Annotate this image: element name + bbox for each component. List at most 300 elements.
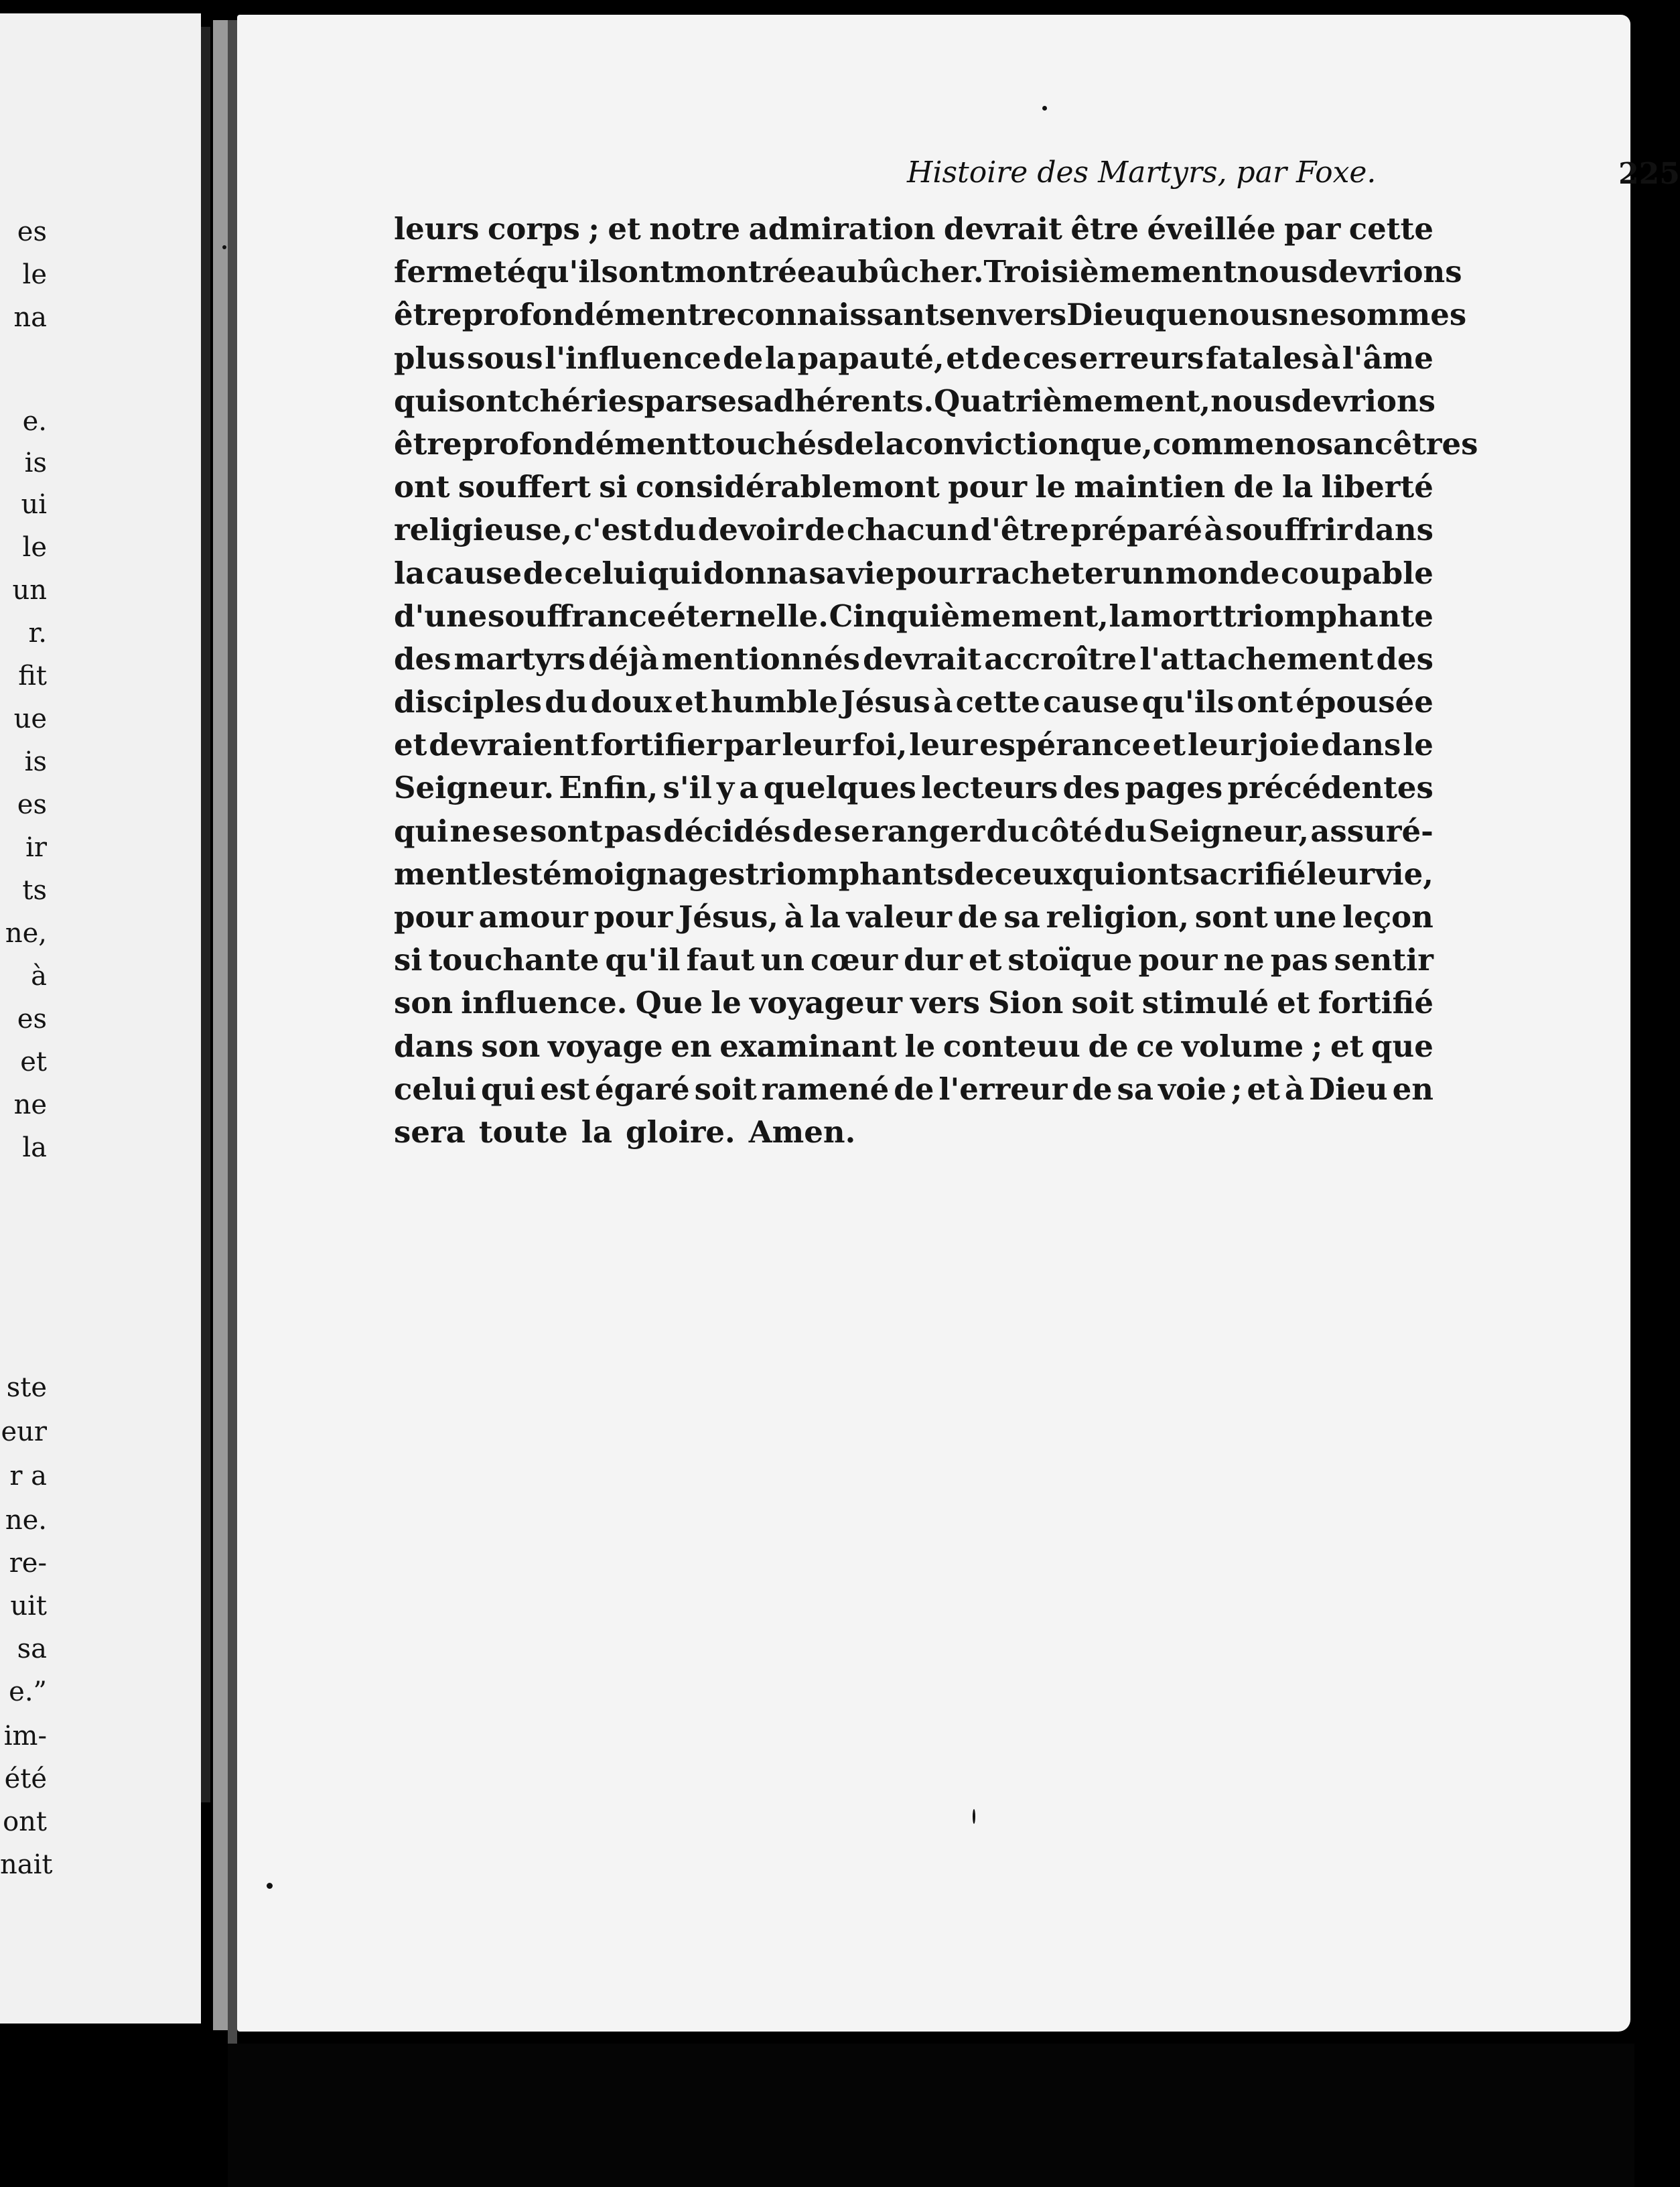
word: vers (910, 985, 980, 1021)
word: de (981, 340, 1022, 376)
left-page-text-fragment: im- (3, 1721, 47, 1751)
word: leur (909, 727, 978, 763)
word: pour (948, 469, 1028, 505)
text-line (394, 896, 1433, 939)
word: se (492, 813, 529, 849)
word: son (481, 1028, 541, 1064)
ink-speck (267, 1883, 273, 1889)
word: religieuse, (394, 512, 573, 548)
word: a (739, 770, 759, 806)
word: de (894, 1071, 934, 1107)
word: si (394, 942, 423, 978)
word: toute (478, 1114, 568, 1150)
word: la (1109, 598, 1140, 634)
word: reconnaissants (701, 297, 956, 333)
word: fortifier (590, 727, 722, 763)
word: leur (1187, 727, 1257, 763)
word: épousée (1296, 684, 1433, 720)
word: maintien (1074, 469, 1226, 505)
word: cette (1348, 211, 1433, 247)
word: d'être (970, 512, 1069, 548)
left-page-text-fragment: is (24, 448, 47, 478)
word: Cinquièmement, (829, 598, 1109, 634)
word: envers (956, 297, 1067, 333)
word: et (968, 942, 1002, 978)
word: qui (1072, 856, 1127, 892)
left-page-text-fragment: uit (10, 1591, 47, 1621)
word: doux (590, 684, 672, 720)
page-number: 225 (1618, 157, 1680, 191)
word: monde (1165, 555, 1280, 591)
word: devoir (697, 512, 803, 548)
word: leurs (394, 211, 480, 247)
left-page-text-fragment: nait (0, 1849, 53, 1880)
word: devraient (429, 727, 589, 763)
text-line (394, 509, 1433, 551)
word: leur (1306, 856, 1375, 892)
word: ce (1136, 1028, 1174, 1064)
left-page-text-fragment: ont (3, 1806, 47, 1837)
word: foi, (852, 727, 908, 763)
word: ceux (994, 856, 1072, 892)
text-line (394, 1025, 1433, 1068)
word: cause (1043, 684, 1139, 720)
body-text (394, 208, 1478, 1154)
word: racheter (975, 555, 1120, 591)
word: Enfin, (559, 770, 658, 806)
word: voyage (548, 1028, 663, 1064)
text-line (394, 767, 1433, 809)
word: décidés (663, 813, 791, 849)
word: bûcher. (857, 254, 984, 290)
word: profondément (462, 425, 701, 462)
word: gloire. (626, 1114, 736, 1150)
left-page-text-fragment: es (17, 789, 47, 820)
word: le (1403, 727, 1433, 763)
word: dans (394, 1028, 474, 1064)
word: qui (394, 383, 449, 419)
word: y (717, 770, 735, 806)
word: en (671, 1028, 712, 1064)
word: par (723, 727, 780, 763)
word: sont (530, 813, 603, 849)
word: Amen. (748, 1114, 856, 1150)
word: ranger (871, 813, 985, 849)
word: être (394, 297, 462, 333)
word: et (1152, 727, 1186, 763)
word: de (792, 813, 833, 849)
text-line (394, 853, 1433, 896)
word: volume (1181, 1028, 1304, 1064)
word: s'il (662, 770, 712, 806)
text-line (394, 552, 1433, 595)
word: souffert (458, 469, 591, 505)
word: religion, (1046, 899, 1190, 935)
running-head: Histoire des Martyrs, par Foxe. (907, 155, 1377, 190)
word: la (1281, 469, 1314, 505)
text-line (394, 466, 1433, 509)
word: sacrifié (1182, 856, 1306, 892)
word: du (986, 813, 1030, 849)
word: Que (635, 985, 703, 1021)
word: précédentes (1227, 770, 1433, 806)
word: sentir (1334, 942, 1433, 978)
word: soit (1071, 985, 1134, 1021)
word: qu'ils (1141, 684, 1235, 720)
word: qui (647, 555, 703, 591)
word: profondément (462, 297, 701, 333)
text-line (394, 337, 1433, 380)
text-line (394, 423, 1478, 466)
left-page-text-fragment: ne. (5, 1505, 47, 1536)
left-page-text-fragment: r. (28, 618, 47, 649)
word: qui (394, 813, 449, 849)
word: l'attachement (1139, 641, 1374, 677)
word: touchante (428, 942, 600, 978)
word: sa (1003, 899, 1040, 935)
word: erreurs (1078, 340, 1204, 376)
word: en (1392, 1071, 1433, 1107)
left-page-text-fragment: ir (25, 832, 47, 863)
word: accroître (984, 641, 1137, 677)
text-line (394, 939, 1433, 982)
word: devrait (943, 211, 1062, 247)
word: nos (1274, 425, 1334, 462)
word: du (545, 684, 588, 720)
word: pas (1270, 942, 1328, 978)
word: être (394, 425, 462, 462)
gutter-shadow (201, 27, 210, 1802)
word: éveillée (1147, 211, 1276, 247)
word: Jésus (841, 684, 930, 720)
word: une (1273, 899, 1337, 935)
word: côté (1030, 813, 1103, 849)
word: soit (694, 1071, 757, 1107)
word: nous (1237, 254, 1318, 290)
word: un (1120, 555, 1165, 591)
word: et (394, 727, 427, 763)
word: amour (478, 899, 588, 935)
word: celui (394, 1071, 476, 1107)
word: leur (782, 727, 851, 763)
ink-speck (1042, 106, 1047, 111)
word: triomphante (1222, 598, 1433, 634)
word: de (833, 425, 874, 462)
left-page-text-fragment: is (24, 746, 47, 777)
text-line (394, 208, 1433, 251)
left-page-text-fragment: le (22, 259, 47, 290)
word: espérance (979, 727, 1151, 763)
word: la (394, 555, 425, 591)
word: considérablemont (636, 469, 940, 505)
word: nous (1210, 383, 1291, 419)
word: et (1277, 985, 1310, 1021)
word: ont (394, 469, 450, 505)
word: Troisièmement (983, 254, 1237, 290)
word: à (784, 899, 804, 935)
word: ; (1231, 1071, 1243, 1107)
word: joie (1257, 727, 1320, 763)
word: sa (809, 555, 845, 591)
word: disciples (394, 684, 542, 720)
word: humble (710, 684, 839, 720)
left-page-text-fragment: na (13, 302, 47, 333)
word: chéries (521, 383, 644, 419)
word: cette (955, 684, 1040, 720)
word: ne (449, 813, 491, 849)
word: examinant (719, 1028, 897, 1064)
word: devrions (1291, 383, 1436, 419)
word: par (644, 383, 701, 419)
word: se (833, 813, 870, 849)
left-page-text-fragment: été (4, 1764, 47, 1794)
scan-bottom-border (228, 2044, 1634, 2187)
word: dans (1321, 727, 1401, 763)
left-page-text-fragment: fit (18, 661, 47, 691)
word: ; (1311, 1028, 1323, 1064)
word: de (957, 899, 998, 935)
word: de (1233, 469, 1274, 505)
gutter-edge (228, 20, 237, 2050)
word: dans (1354, 512, 1433, 548)
word: vie (846, 555, 895, 591)
text-line (394, 251, 1462, 293)
left-page-text-fragment: ste (6, 1372, 47, 1403)
word: l'erreur (938, 1071, 1068, 1107)
word: sont (1194, 899, 1268, 935)
left-page-text-fragment: e.” (9, 1676, 47, 1707)
word: des (1062, 770, 1120, 806)
word: celui (564, 555, 647, 591)
word: et (946, 340, 979, 376)
word: son (394, 985, 453, 1021)
text-line (394, 724, 1433, 767)
word: à (1204, 512, 1224, 548)
word: ancêtres (1333, 425, 1478, 462)
word: de (1072, 1071, 1113, 1107)
word: et (1247, 1071, 1280, 1107)
left-page-text-fragment: es (17, 1004, 47, 1035)
word: c'est (573, 512, 652, 548)
word: ne (1288, 297, 1330, 333)
word: influence. (461, 985, 628, 1021)
word: un (760, 942, 804, 978)
word: au (816, 254, 858, 290)
word: la (809, 899, 841, 935)
word: la (581, 1114, 613, 1150)
text-line (394, 1111, 1433, 1154)
word: qu'ils (526, 254, 618, 290)
word: fatales (1205, 340, 1320, 376)
left-page-text-fragment: un (12, 575, 47, 606)
word: chacun (847, 512, 969, 548)
word: valeur (846, 899, 952, 935)
word: lecteurs (921, 770, 1058, 806)
word: ses (701, 383, 754, 419)
word: sommes (1329, 297, 1467, 333)
word: pour (1138, 942, 1218, 978)
left-page-text-fragment: ui (21, 489, 47, 520)
word: de (804, 512, 845, 548)
word: Seigneur, (1148, 813, 1310, 849)
gutter-fold (213, 20, 228, 2030)
word: faut (686, 942, 755, 978)
word: du (653, 512, 697, 548)
word: à (1320, 340, 1341, 376)
word: témoignages (529, 856, 746, 892)
word: triomphants (745, 856, 954, 892)
word: papauté, (797, 340, 944, 376)
word: est (540, 1071, 590, 1107)
word: vie, (1375, 856, 1433, 892)
word: du (1103, 813, 1147, 849)
word: égaré (594, 1071, 690, 1107)
word: adhérents. (754, 383, 934, 419)
left-page-text-fragment: ne, (5, 918, 47, 949)
word: devrait (863, 641, 982, 677)
word: préparé (1070, 512, 1202, 548)
word: ; (588, 211, 600, 247)
ink-speck (222, 245, 226, 249)
word: leçon (1342, 899, 1433, 935)
word: que (1145, 297, 1208, 333)
left-page-text-fragment: ue (13, 704, 47, 734)
word: à (933, 684, 953, 720)
text-line (394, 982, 1433, 1024)
text-line (394, 595, 1433, 638)
word: corps (487, 211, 580, 247)
word: comme (1152, 425, 1275, 462)
word: et (608, 211, 641, 247)
word: donna (703, 555, 808, 591)
word: conteuu (942, 1028, 1080, 1064)
left-page-text-fragment: sa (17, 1634, 47, 1664)
word: devrions (1318, 254, 1462, 290)
word: stoïque (1007, 942, 1133, 978)
word: sa (1117, 1071, 1153, 1107)
word: ont (1237, 684, 1293, 720)
word: ne (1223, 942, 1265, 978)
left-page-text-fragment: es (17, 216, 47, 247)
word: sous (467, 340, 543, 376)
word: mentionnés (661, 641, 860, 677)
word: et (675, 684, 708, 720)
word: Sion (988, 985, 1064, 1021)
word: montrée (674, 254, 817, 290)
left-page-text-fragment: r a (9, 1461, 47, 1492)
word: des (1376, 641, 1433, 677)
left-page-text-fragment: le (22, 532, 47, 563)
word: les (481, 856, 529, 892)
word: voie (1158, 1071, 1227, 1107)
word: coupable (1280, 555, 1433, 591)
word: Quatrièmement, (934, 383, 1211, 419)
word: quelques (763, 770, 916, 806)
left-page-text-fragment: ne (13, 1089, 47, 1120)
left-page-text-fragment: re- (9, 1548, 47, 1579)
word: si (599, 469, 628, 505)
left-page-text-fragment: e. (22, 406, 47, 437)
word: fortifié (1318, 985, 1433, 1021)
word: ces (1022, 340, 1078, 376)
text-line (394, 1068, 1433, 1111)
word: ramené (761, 1071, 890, 1107)
word: ont (1126, 856, 1183, 892)
word: pas (604, 813, 662, 849)
word: cause (425, 555, 522, 591)
word: sera (394, 1114, 466, 1150)
left-page-fragment (0, 13, 201, 2024)
text-line (394, 293, 1467, 336)
left-page-text-fragment: à (31, 961, 47, 992)
word: le (711, 985, 742, 1021)
word: admiration (748, 211, 936, 247)
word: de (522, 555, 563, 591)
word: Jésus, (679, 899, 779, 935)
word: de (723, 340, 764, 376)
word: qui (480, 1071, 536, 1107)
text-line (394, 380, 1436, 423)
word: nous (1207, 297, 1289, 333)
word: Dieu (1309, 1071, 1388, 1107)
word: notre (649, 211, 741, 247)
word: dur (904, 942, 963, 978)
text-line (394, 810, 1433, 853)
word: souffrance (488, 598, 667, 634)
word: le (904, 1028, 936, 1064)
word: ont (618, 254, 675, 290)
word: liberté (1321, 469, 1433, 505)
word: pour (896, 555, 975, 591)
word: par (1283, 211, 1341, 247)
text-line (394, 638, 1433, 681)
word: pour (394, 899, 473, 935)
word: le (1035, 469, 1066, 505)
word: cœur (811, 942, 898, 978)
left-page-text-fragment: la (22, 1132, 47, 1163)
word: de (954, 856, 995, 892)
word: l'âme (1342, 340, 1433, 376)
word: fermeté (394, 254, 527, 290)
word: stimulé (1141, 985, 1269, 1021)
word: que, (1080, 425, 1153, 462)
text-line (394, 681, 1433, 724)
word: déjà (588, 641, 659, 677)
word: Dieu (1066, 297, 1145, 333)
word: sont (448, 383, 522, 419)
word: plus (394, 340, 466, 376)
word: que (1371, 1028, 1433, 1064)
word: pour (593, 899, 673, 935)
left-page-text-fragment: eur (1, 1416, 47, 1447)
word: à (1284, 1071, 1305, 1107)
word: d'une (394, 598, 488, 634)
word: des (394, 641, 451, 677)
word: voyageur (750, 985, 903, 1021)
word: être (1070, 211, 1139, 247)
word: pages (1125, 770, 1223, 806)
left-page-text-fragment: et (20, 1047, 47, 1077)
word: la (764, 340, 796, 376)
word: martyrs (453, 641, 585, 677)
ink-speck (973, 1809, 975, 1824)
word: mort (1140, 598, 1222, 634)
word: l'influence (545, 340, 721, 376)
word: la (873, 425, 905, 462)
word: éternelle. (667, 598, 829, 634)
word: Seigneur. (394, 770, 554, 806)
word: conviction (904, 425, 1080, 462)
